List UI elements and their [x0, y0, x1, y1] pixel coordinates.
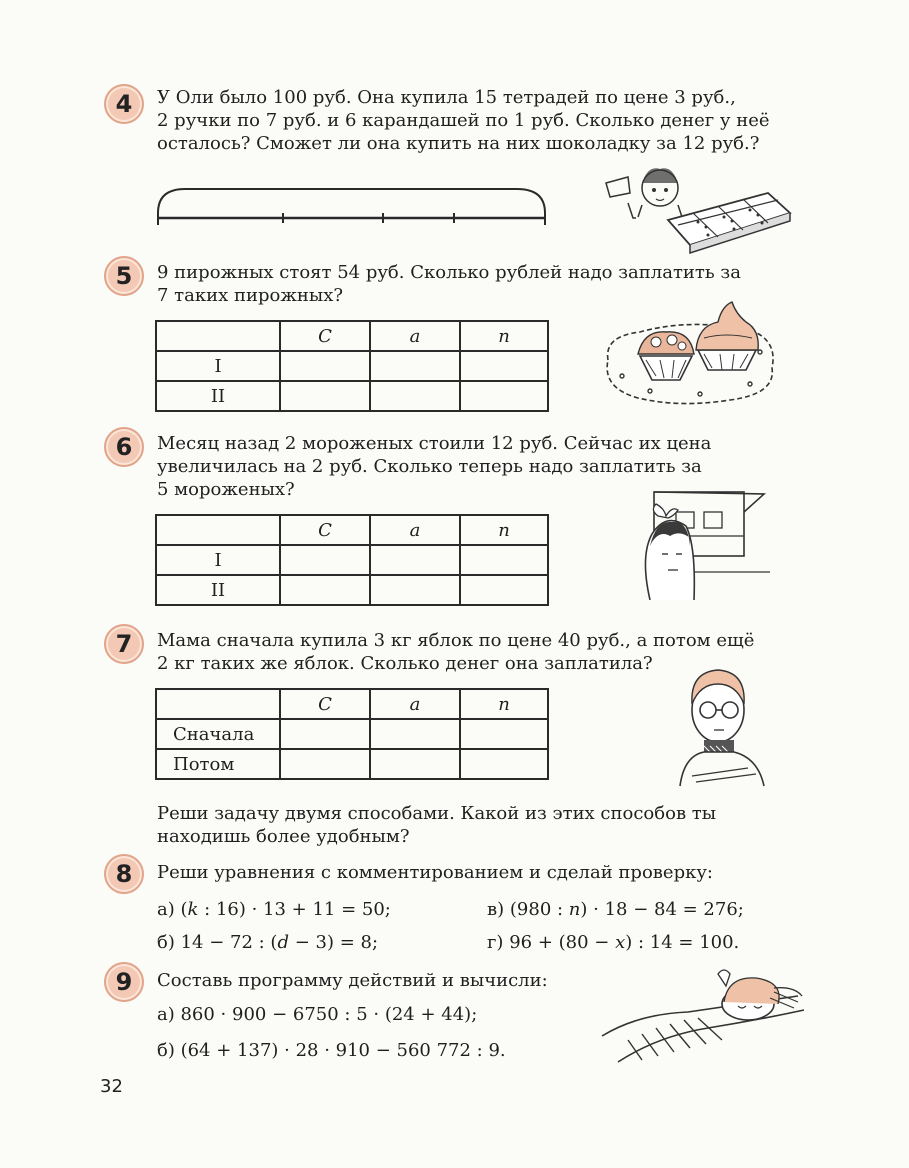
text-line: 7 таких пирожных? [157, 285, 344, 306]
answer-cell[interactable] [370, 575, 460, 605]
problem-9-badge: 9 [104, 962, 144, 1002]
answer-cell[interactable] [280, 351, 370, 381]
equation-part: 14 − 72 : ( [180, 932, 278, 953]
equation-variable: d [277, 932, 289, 953]
row-label: Сначала [156, 719, 280, 749]
girl-with-chocolate-illustration [598, 155, 798, 255]
answer-cell[interactable] [370, 381, 460, 411]
header-cell-price: а [370, 321, 460, 351]
problem-4-text [157, 86, 803, 155]
table-row [156, 545, 548, 575]
text-line: У Оли было 100 руб. Она купила 15 тетрадей по цене 3 руб., [157, 87, 736, 108]
table-row [156, 575, 548, 605]
header-cell-cost: С [280, 515, 370, 545]
problem-8-text [157, 861, 803, 884]
answer-cell[interactable] [280, 575, 370, 605]
equation-b [157, 932, 378, 953]
header-cell-quantity: n [460, 515, 548, 545]
row-label: I [156, 351, 280, 381]
table-row [156, 351, 548, 381]
text-line: осталось? Сможет ли она купить на них шоколадку за 12 руб.? [157, 133, 760, 154]
woman-with-glasses-illustration [676, 658, 776, 788]
equation-g [487, 932, 739, 953]
equation-label: в) [487, 899, 510, 920]
header-cell-cost: С [280, 689, 370, 719]
text-line: находишь более удобным? [157, 826, 410, 847]
equation-part: (980 : [509, 899, 569, 920]
header-cell-cost: С [280, 321, 370, 351]
answer-cell[interactable] [460, 545, 548, 575]
text-line: 2 кг таких же яблок. Сколько денег она заплатила? [157, 653, 653, 674]
problem-7-badge: 7 [104, 624, 144, 664]
equation-label: б) [157, 932, 181, 953]
problem-6-table [155, 514, 549, 606]
equation-part: ) : 14 = 100. [625, 932, 740, 953]
equation-variable: x [615, 932, 626, 953]
text-line: 2 ручки по 7 руб. и 6 карандашей по 1 руб. Сколько денег у неё [157, 110, 770, 131]
equation-part: 96 + (80 − [509, 932, 616, 953]
equation-part: ) · 18 − 84 = 276; [580, 899, 744, 920]
answer-cell[interactable] [460, 351, 548, 381]
segment-diagram [155, 185, 550, 230]
text-line: Составь программу действий и вычисли: [157, 970, 548, 991]
problem-7-table [155, 688, 549, 780]
text-line: Мама сначала купила 3 кг яблок по цене 40 руб., а потом ещё [157, 630, 755, 651]
text-line: Месяц назад 2 мороженых стоили 12 руб. Сейчас их цена [157, 433, 712, 454]
table-corner-cell [156, 689, 280, 719]
table-corner-cell [156, 515, 280, 545]
answer-cell[interactable] [370, 351, 460, 381]
table-row [156, 381, 548, 411]
cakes-on-doily-illustration [600, 296, 780, 408]
equation-part: − 3) = 8; [289, 932, 379, 953]
table-corner-cell [156, 321, 280, 351]
text-line: Реши задачу двумя способами. Какой из этих способов ты [157, 803, 717, 824]
header-cell-quantity: n [460, 689, 548, 719]
row-label: II [156, 381, 280, 411]
header-cell-quantity: n [460, 321, 548, 351]
answer-cell[interactable] [460, 719, 548, 749]
text-line: Реши уравнения с комментированием и сделай проверку: [157, 862, 713, 883]
answer-cell[interactable] [370, 545, 460, 575]
problem-7-followup [157, 802, 803, 848]
equation-a [157, 899, 391, 920]
answer-cell[interactable] [460, 749, 548, 779]
problem-4-badge: 4 [104, 84, 144, 124]
table-row [156, 749, 548, 779]
equation-v [487, 899, 744, 920]
problem-8-badge: 8 [104, 854, 144, 894]
row-label: Потом [156, 749, 280, 779]
answer-cell[interactable] [370, 719, 460, 749]
row-label: I [156, 545, 280, 575]
equation-label: а) [157, 899, 181, 920]
problem-5-table [155, 320, 549, 412]
equation-label: г) [487, 932, 510, 953]
answer-cell[interactable] [280, 545, 370, 575]
table-header-row [156, 515, 548, 545]
row-label: II [156, 575, 280, 605]
header-cell-price: а [370, 689, 460, 719]
girl-at-ice-cream-kiosk-illustration [630, 486, 770, 602]
answer-cell[interactable] [370, 749, 460, 779]
header-cell-price: а [370, 515, 460, 545]
answer-cell[interactable] [280, 749, 370, 779]
problem-5-badge: 5 [104, 256, 144, 296]
expression-a: а) 860 · 900 − 6750 : 5 · (24 + 44); [157, 1004, 478, 1025]
text-line: 9 пирожных стоят 54 руб. Сколько рублей надо заплатить за [157, 262, 741, 283]
page-number: 32 [100, 1076, 123, 1097]
text-line: увеличилась на 2 руб. Сколько теперь надо заплатить за [157, 456, 702, 477]
answer-cell[interactable] [460, 575, 548, 605]
answer-cell[interactable] [280, 381, 370, 411]
answer-cell[interactable] [280, 719, 370, 749]
problem-6-badge: 6 [104, 427, 144, 467]
table-header-row [156, 321, 548, 351]
equation-part: ( [180, 899, 188, 920]
equation-part: : 16) · 13 + 11 = 50; [198, 899, 391, 920]
equation-variable: n [568, 899, 581, 920]
child-in-bed-illustration [598, 966, 808, 1070]
equation-variable: k [187, 899, 199, 920]
table-header-row [156, 689, 548, 719]
answer-cell[interactable] [460, 381, 548, 411]
expression-b: б) (64 + 137) · 28 · 910 − 560 772 : 9. [157, 1040, 506, 1061]
text-line: 5 мороженых? [157, 479, 295, 500]
table-row [156, 719, 548, 749]
